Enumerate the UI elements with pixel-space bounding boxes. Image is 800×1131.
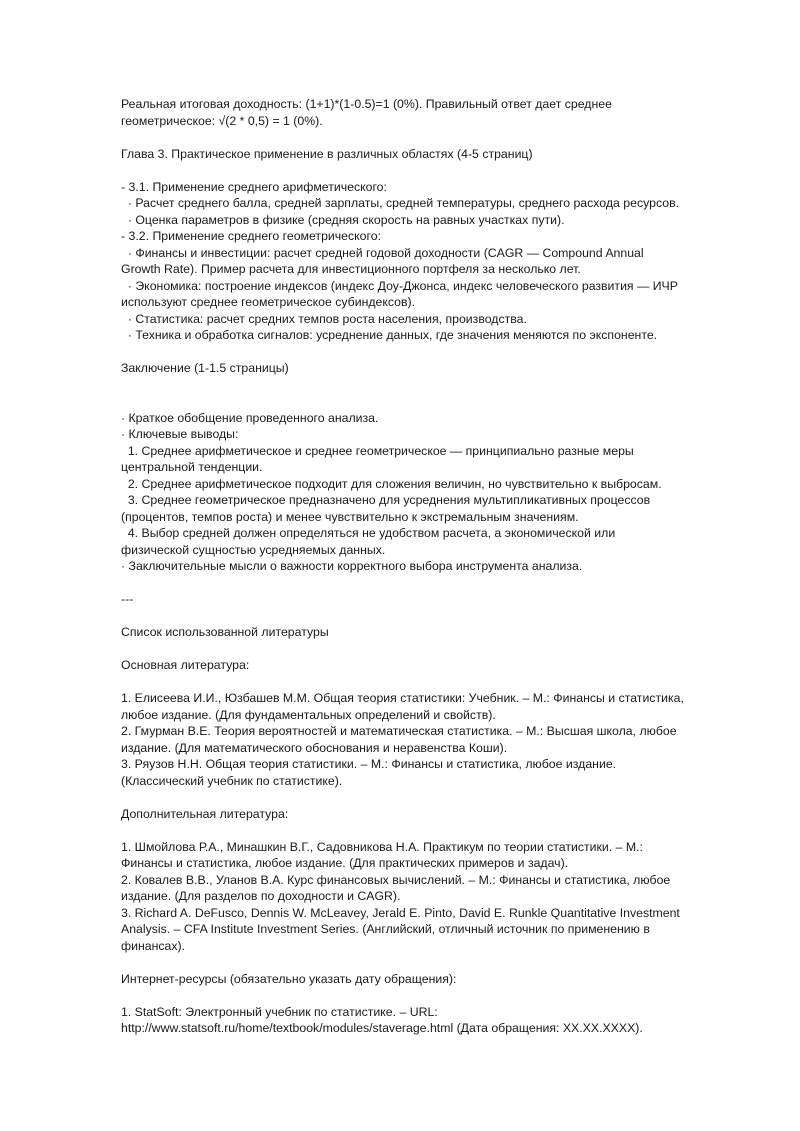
reference-item-cont: Analysis. – CFA Institute Investment Series. (Английский, отличный источник по применению в <box>121 922 650 936</box>
reference-item: 2. Ковалев В.В., Уланов В.А. Курс финансовых вычислений. – М.: Финансы и статистика, любое <box>121 872 671 887</box>
subsection-heading: Интернет-ресурсы (обязательно указать дату обращения): <box>121 971 457 986</box>
bullet-item: · Статистика: расчет средних темпов роста населения, производства. <box>121 311 527 326</box>
bullet-item: · Оценка параметров в физике (средняя скорость на равных участках пути). <box>121 212 565 227</box>
bullet-item: · Техника и обработка сигналов: усреднение данных, где значения меняются по экспоненте. <box>121 328 658 342</box>
subsection-heading: Основная литература: <box>121 658 250 672</box>
numbered-item: 3. Среднее геометрическое предназначено для усреднения мультипликативных процессов <box>121 493 651 507</box>
numbered-item: 4. Выбор средней должен определяться не удобством расчета, а экономической или <box>121 526 616 540</box>
bullet-item-cont: Growth Rate). Пример расчета для инвестиционного портфеля за несколько лет. <box>121 262 581 276</box>
numbered-item: 1. Среднее арифметическое и среднее геометрическое — принципиально разные меры <box>121 443 634 458</box>
reference-item: 1. Елисеева И.И., Юзбашев М.М. Общая теория статистики: Учебник. – М.: Финансы и статистика, <box>121 691 684 705</box>
conclusion-heading: Заключение (1-1.5 страницы) <box>121 361 289 375</box>
reference-item: 2. Гмурман В.Е. Теория вероятностей и математическая статистика. – М.: Высшая школа, любое <box>121 724 677 738</box>
reference-item: 1. Шмойлова Р.А., Минашкин В.Г., Садовникова Н.А. Практикум по теории статистики. – М.: <box>121 839 643 854</box>
intro-line: геометрическое: √(2 * 0,5) = 1 (0%). <box>121 113 323 128</box>
numbered-item: 2. Среднее арифметическое подходит для сложения величин, но чувствительно к выбросам. <box>121 476 662 491</box>
document-page <box>121 96 684 1037</box>
reference-url: http://www.statsoft.ru/home/textbook/modules/staverage.html (Дата обращения: XX.XX.XXXX). <box>121 1021 643 1035</box>
reference-item-cont: любое издание. (Для фундаментальных определений и свойств). <box>121 707 496 722</box>
bullet-item: · Ключевые выводы: <box>121 427 239 441</box>
numbered-item-cont: центральной тенденции. <box>121 460 263 474</box>
separator: --- <box>121 592 134 606</box>
reference-item: 3. Ряузов Н.Н. Общая теория статистики. – М.: Финансы и статистика, любое издание. <box>121 757 617 771</box>
bullet-item: · Экономика: построение индексов (индекс Доу-Джонса, индекс человеческого развития — ИЧР <box>121 278 678 293</box>
reference-item: 3. Richard A. DeFusco, Dennis W. McLeavey, Jerald E. Pinto, David E. Runkle Quantitative Investment <box>121 905 680 920</box>
references-heading: Список использованной литературы <box>121 625 329 639</box>
reference-item: 1. StatSoft: Электронный учебник по статистике. – URL: <box>121 1004 438 1019</box>
chapter-heading: Глава 3. Практическое применение в различных областях (4-5 страниц) <box>121 146 533 161</box>
reference-item-cont: Финансы и статистика, любое издание. (Для практических примеров и задач). <box>121 856 569 870</box>
subsection-heading: Дополнительная литература: <box>121 806 289 821</box>
bullet-item: · Финансы и инвестиции: расчет средней годовой доходности (CAGR — Compound Annual <box>121 245 644 260</box>
bullet-item: · Заключительные мысли о важности корректного выбора инструмента анализа. <box>121 559 583 573</box>
bullet-item: · Краткое обобщение проведенного анализа. <box>121 410 379 425</box>
reference-item-cont: (Классический учебник по статистике). <box>121 773 343 788</box>
intro-line: Реальная итоговая доходность: (1+1)*(1-0.5)=1 (0%). Правильный ответ дает среднее <box>121 97 612 111</box>
section-item: - 3.1. Применение среднего арифметического: <box>121 179 387 194</box>
reference-item-cont: издание. (Для разделов по доходности и CAGR). <box>121 889 401 903</box>
reference-item-cont: финансах). <box>121 938 186 953</box>
bullet-item-cont: используют среднее геометрическое субиндексов). <box>121 295 416 309</box>
numbered-item-cont: (процентов, темпов роста) и менее чувствительно к экстремальным значениям. <box>121 509 579 524</box>
bullet-item: · Расчет среднего балла, средней зарплаты, средней температуры, среднего расхода ресурсов. <box>121 196 680 210</box>
reference-item-cont: издание. (Для математического обоснования и неравенства Коши). <box>121 740 508 755</box>
section-item: - 3.2. Применение среднего геометрического: <box>121 229 381 243</box>
numbered-item-cont: физической сущностью усредняемых данных. <box>121 542 386 557</box>
